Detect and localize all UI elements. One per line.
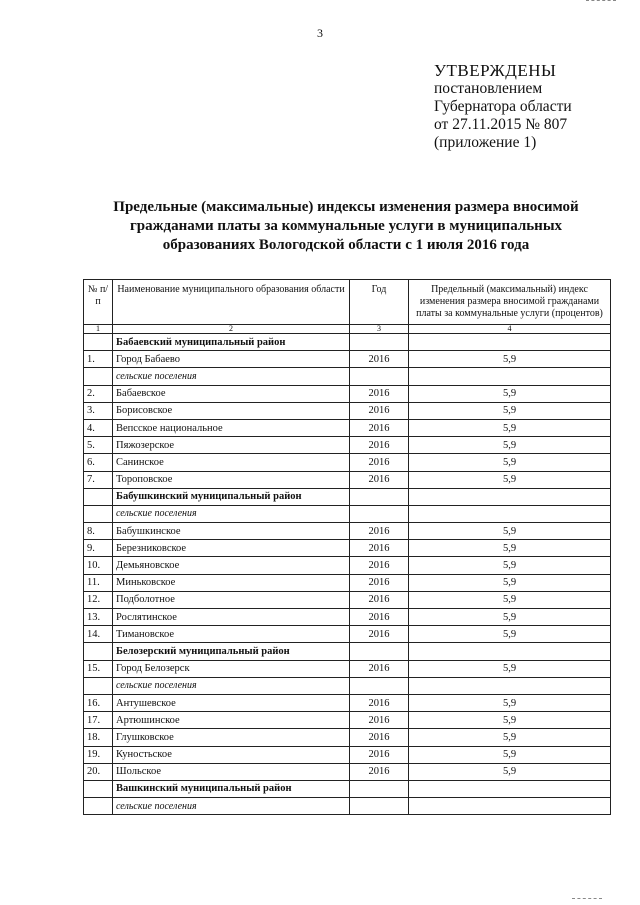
- row-number: [84, 643, 113, 660]
- district-row: [84, 488, 611, 505]
- row-name: Куностьское: [113, 746, 350, 763]
- table-row: [84, 557, 611, 574]
- row-name: Тимановское: [113, 626, 350, 643]
- row-index-value: 5,9: [409, 729, 611, 746]
- row-name: сельские поселения: [113, 798, 350, 815]
- district-row: [84, 334, 611, 351]
- row-year: [350, 643, 409, 660]
- row-number: 12.: [84, 591, 113, 608]
- table-row: [84, 660, 611, 677]
- table-row: [84, 729, 611, 746]
- table-row: [84, 402, 611, 419]
- table-row: [84, 471, 611, 488]
- row-name: сельские поселения: [113, 677, 350, 694]
- row-name: Пяжозерское: [113, 437, 350, 454]
- row-index-value: 5,9: [409, 694, 611, 711]
- row-index-value: [409, 780, 611, 797]
- row-number: 13.: [84, 609, 113, 626]
- row-number: 2.: [84, 385, 113, 402]
- title-line: гражданами платы за коммунальные услуги в муниципальных: [129, 218, 563, 234]
- table-row: [84, 351, 611, 368]
- subheading-row: [84, 677, 611, 694]
- table-row: [84, 591, 611, 608]
- row-year: 2016: [350, 471, 409, 488]
- row-name: Санинское: [113, 454, 350, 471]
- approval-line: от 27.11.2015 № 807: [434, 116, 568, 133]
- row-number: 14.: [84, 626, 113, 643]
- row-year: 2016: [350, 540, 409, 557]
- approval-line: Губернатора области: [434, 98, 572, 115]
- title-line: Предельные (максимальные) индексы изменения размера вносимой: [113, 199, 579, 215]
- row-year: 2016: [350, 437, 409, 454]
- row-name: Артюшинское: [113, 712, 350, 729]
- row-index-value: 5,9: [409, 385, 611, 402]
- row-year: [350, 798, 409, 815]
- row-index-value: [409, 505, 611, 522]
- row-year: 2016: [350, 626, 409, 643]
- row-year: 2016: [350, 746, 409, 763]
- row-number: 9.: [84, 540, 113, 557]
- table-header-row: [84, 280, 611, 325]
- row-number: 11.: [84, 574, 113, 591]
- table-row: [84, 712, 611, 729]
- row-index-value: 5,9: [409, 763, 611, 780]
- row-number: 16.: [84, 694, 113, 711]
- row-index-value: [409, 368, 611, 385]
- row-number: 7.: [84, 471, 113, 488]
- row-number: [84, 677, 113, 694]
- row-index-value: [409, 798, 611, 815]
- header-year: Год: [350, 280, 409, 325]
- row-year: 2016: [350, 694, 409, 711]
- row-index-value: [409, 334, 611, 351]
- row-name: Глушковское: [113, 729, 350, 746]
- row-name: Бабушкинское: [113, 523, 350, 540]
- row-name: Бабаевский муниципальный район: [113, 334, 350, 351]
- approval-block: [434, 62, 572, 152]
- row-year: 2016: [350, 591, 409, 608]
- row-number: [84, 368, 113, 385]
- approval-line: постановлением: [434, 80, 543, 97]
- row-index-value: 5,9: [409, 351, 611, 368]
- row-name: сельские поселения: [113, 368, 350, 385]
- table-row: [84, 419, 611, 436]
- row-name: Миньковское: [113, 574, 350, 591]
- row-year: [350, 368, 409, 385]
- row-number: 8.: [84, 523, 113, 540]
- row-number: 4.: [84, 419, 113, 436]
- approval-heading: УТВЕРЖДЕНЫ: [434, 61, 557, 80]
- row-year: 2016: [350, 557, 409, 574]
- table-row: [84, 437, 611, 454]
- row-index-value: 5,9: [409, 437, 611, 454]
- row-year: 2016: [350, 660, 409, 677]
- row-number: 5.: [84, 437, 113, 454]
- table-row: [84, 746, 611, 763]
- row-number: 3.: [84, 402, 113, 419]
- row-number: 19.: [84, 746, 113, 763]
- row-year: 2016: [350, 385, 409, 402]
- subheading-row: [84, 368, 611, 385]
- row-number: [84, 505, 113, 522]
- row-name: сельские поселения: [113, 505, 350, 522]
- subheading-row: [84, 798, 611, 815]
- table-row: [84, 385, 611, 402]
- row-index-value: 5,9: [409, 574, 611, 591]
- row-index-value: 5,9: [409, 557, 611, 574]
- row-year: 2016: [350, 402, 409, 419]
- row-year: [350, 505, 409, 522]
- column-number: 1: [84, 325, 113, 334]
- row-number: [84, 334, 113, 351]
- scan-edge-mark: [572, 898, 602, 900]
- row-number: [84, 780, 113, 797]
- row-year: 2016: [350, 609, 409, 626]
- title-line: образованиях Вологодской области с 1 июля 2016 года: [162, 237, 530, 253]
- column-numbers-row: [84, 325, 611, 334]
- table-row: [84, 763, 611, 780]
- row-name: Шольское: [113, 763, 350, 780]
- row-name: Подболотное: [113, 591, 350, 608]
- table-row: [84, 694, 611, 711]
- row-number: 1.: [84, 351, 113, 368]
- row-name: Бабушкинский муниципальный район: [113, 488, 350, 505]
- row-name: Борисовское: [113, 402, 350, 419]
- header-name: Наименование муниципального образования области: [113, 280, 350, 325]
- row-year: 2016: [350, 763, 409, 780]
- row-index-value: 5,9: [409, 591, 611, 608]
- document-title: [90, 198, 602, 255]
- row-name: Демьяновское: [113, 557, 350, 574]
- district-row: [84, 643, 611, 660]
- row-number: [84, 798, 113, 815]
- row-index-value: 5,9: [409, 660, 611, 677]
- table-row: [84, 609, 611, 626]
- table-row: [84, 454, 611, 471]
- row-year: 2016: [350, 454, 409, 471]
- row-index-value: 5,9: [409, 540, 611, 557]
- row-index-value: 5,9: [409, 523, 611, 540]
- row-index-value: 5,9: [409, 471, 611, 488]
- subheading-row: [84, 505, 611, 522]
- column-number: 3: [350, 325, 409, 334]
- row-index-value: 5,9: [409, 419, 611, 436]
- column-number: 2: [113, 325, 350, 334]
- scan-edge-mark: [586, 0, 616, 2]
- row-index-value: 5,9: [409, 402, 611, 419]
- row-year: 2016: [350, 729, 409, 746]
- page-number: 3: [317, 26, 323, 40]
- row-index-value: 5,9: [409, 454, 611, 471]
- district-row: [84, 780, 611, 797]
- row-year: [350, 334, 409, 351]
- row-year: 2016: [350, 523, 409, 540]
- row-name: Вашкинский муниципальный район: [113, 780, 350, 797]
- approval-line: (приложение 1): [434, 134, 537, 151]
- row-index-value: 5,9: [409, 712, 611, 729]
- row-index-value: [409, 488, 611, 505]
- row-index-value: [409, 677, 611, 694]
- row-name: Белозерский муниципальный район: [113, 643, 350, 660]
- table-row: [84, 540, 611, 557]
- row-year: [350, 780, 409, 797]
- header-num: № п/п: [84, 280, 113, 325]
- row-name: Вепсское национальное: [113, 419, 350, 436]
- table-row: [84, 626, 611, 643]
- row-name: Рослятинское: [113, 609, 350, 626]
- row-name: Березниковское: [113, 540, 350, 557]
- row-year: [350, 677, 409, 694]
- column-number: 4: [409, 325, 611, 334]
- row-name: Антушевское: [113, 694, 350, 711]
- row-number: 20.: [84, 763, 113, 780]
- row-index-value: [409, 643, 611, 660]
- row-index-value: 5,9: [409, 609, 611, 626]
- row-year: 2016: [350, 574, 409, 591]
- row-index-value: 5,9: [409, 626, 611, 643]
- row-number: 18.: [84, 729, 113, 746]
- row-year: [350, 488, 409, 505]
- table-row: [84, 574, 611, 591]
- row-name: Город Бабаево: [113, 351, 350, 368]
- row-name: Тороповское: [113, 471, 350, 488]
- row-number: [84, 488, 113, 505]
- row-index-value: 5,9: [409, 746, 611, 763]
- row-name: Бабаевское: [113, 385, 350, 402]
- row-number: 6.: [84, 454, 113, 471]
- row-number: 17.: [84, 712, 113, 729]
- row-year: 2016: [350, 712, 409, 729]
- index-table: [83, 279, 611, 815]
- row-number: 15.: [84, 660, 113, 677]
- row-number: 10.: [84, 557, 113, 574]
- row-name: Город Белозерск: [113, 660, 350, 677]
- row-year: 2016: [350, 351, 409, 368]
- header-index: Предельный (максимальный) индекс изменения размера вносимой гражданами платы за коммунальные услуги (процентов): [409, 280, 611, 325]
- table-row: [84, 523, 611, 540]
- row-year: 2016: [350, 419, 409, 436]
